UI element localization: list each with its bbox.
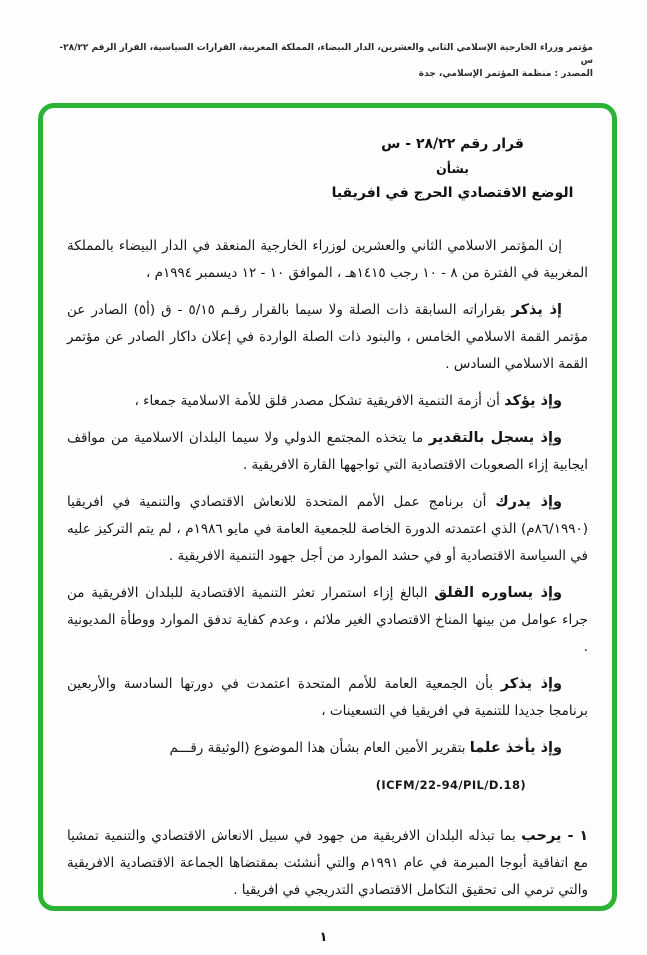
paragraph-lead-word: وإذ يؤكد: [504, 393, 562, 409]
paragraph-text: البالغ إزاء استمرار تعثر التنمية الاقتصادية للبلدان الافريقية من جراء عوامل من بينها المناخ الاقتصادي الغير ملائم ، وعدم كفاية تدفق الموارد ووطأة المديونية .: [67, 585, 588, 655]
header-line-2: المصدر : منظمة المؤتمر الإسلامي، جدة: [418, 69, 593, 79]
document-reference: (ICFM/22-94/PIL/D.18): [375, 778, 526, 792]
paragraph-text: أن أزمة التنمية الافريقية تشكل مصدر قلق للأمة الاسلامية جمعاء ،: [134, 393, 505, 409]
preamble-paragraph: [67, 297, 588, 378]
page-number: ١: [319, 930, 328, 945]
resolution-body: [67, 233, 588, 904]
document-border: [38, 103, 617, 911]
preamble-paragraph: [67, 580, 588, 661]
item-text: بما تبذله البلدان الافريقية من جهود في سبيل الانعاش الاقتصادي والتنمية تمشيا مع اتفاقية أبوجا المبرمة في عام ١٩٩١م والتي أنشئت بمقتضاها الجماعة الاقتصادية الافريقية والتي ترمي الى تحقيق التكامل الاقتصادي التدريجي في افريقيا .: [67, 828, 589, 898]
preamble-paragraph: [67, 735, 588, 762]
resolution-about-label: بشأن: [436, 161, 469, 176]
paragraph-text: بأن الجمعية العامة للأمم المتحدة اعتمدت في دورتها السادسة والأربعين برنامجا جديدا للتنمية في افريقيا في التسعينات ،: [67, 676, 588, 719]
item-lead-word: يرحب: [521, 828, 568, 844]
document-source-header: [54, 42, 593, 81]
resolution-number: قرار رقم ٢٨/٢٢ - س: [381, 136, 524, 152]
paragraph-text: ما يتخذه المجتمع الدولي ولا سيما البلدان الاسلامية من مواقف ايجابية إزاء الصعوبات الاقتصادية التي تواجهها القارة الافريقية .: [67, 430, 588, 473]
operative-item: [67, 823, 588, 904]
paragraph-lead-word: وإذ يذكر: [500, 676, 562, 692]
preamble-paragraph: [67, 388, 588, 415]
item-number: ١ -: [567, 828, 589, 844]
preamble-paragraph: [67, 671, 588, 725]
paragraph-lead-word: وإذ يأخذ علما: [469, 740, 562, 756]
resolution-title-block: [67, 136, 588, 201]
paragraph-lead-word: وإذ يسجل بالتقدير: [428, 430, 562, 446]
header-line-1: مؤتمر وزراء الخارجية الإسلامي الثاني والعشرين، الدار البيضاء، المملكة المغربية، القرارات السياسية، القرار الرقم ٢٨/٢٢-س: [59, 43, 593, 66]
preamble-paragraph: [67, 233, 588, 287]
paragraph-text: بتقرير الأمين العام بشأن هذا الموضوع (الوثيقة رقـــم: [169, 740, 470, 756]
preamble-paragraph: [67, 425, 588, 479]
paragraph-lead-word: وإذ يدرك: [495, 494, 562, 510]
document-reference-line: [67, 772, 588, 799]
preamble-paragraph: [67, 489, 588, 570]
paragraph-text: إن المؤتمر الاسلامي الثاني والعشرين لوزراء الخارجية المنعقد في الدار البيضاء بالمملكة المغربية في الفترة من ٨ - ١٠ رجب ١٤١٥هـ ، الموافق ١٠ - ١٢ ديسمبر ١٩٩٤م ،: [67, 238, 588, 281]
paragraph-text: بقراراته السابقة ذات الصلة ولا سيما بالقرار رقـم ٥/١٥ - ق (أ٥) الصادر عن مؤتمر القمة الاسلامي الخامس ، والبنود ذات الصلة الواردة في إعلان داكار الصادر عن مؤتمر القمة الاسلامي السادس .: [67, 302, 588, 372]
resolution-subject: الوضع الاقتصادي الحرج في افريقيا: [331, 185, 574, 201]
paragraph-text: أن برنامج عمل الأمم المتحدة للانعاش الاقتصادي والتنمية في افريقيا (٨٦/١٩٩٠م) الذي اعتمدته الدورة الخاصة للجمعية العامة في مايو ١٩٨٦م ، لم يتم التركيز عليه في السياسة الاقتصادية أو في حشد الموارد من أجل جهود التنمية الافريقية .: [67, 494, 588, 564]
paragraph-lead-word: وإذ يساوره القلق: [434, 585, 562, 601]
paragraph-lead-word: إذ يذكر: [511, 302, 562, 318]
